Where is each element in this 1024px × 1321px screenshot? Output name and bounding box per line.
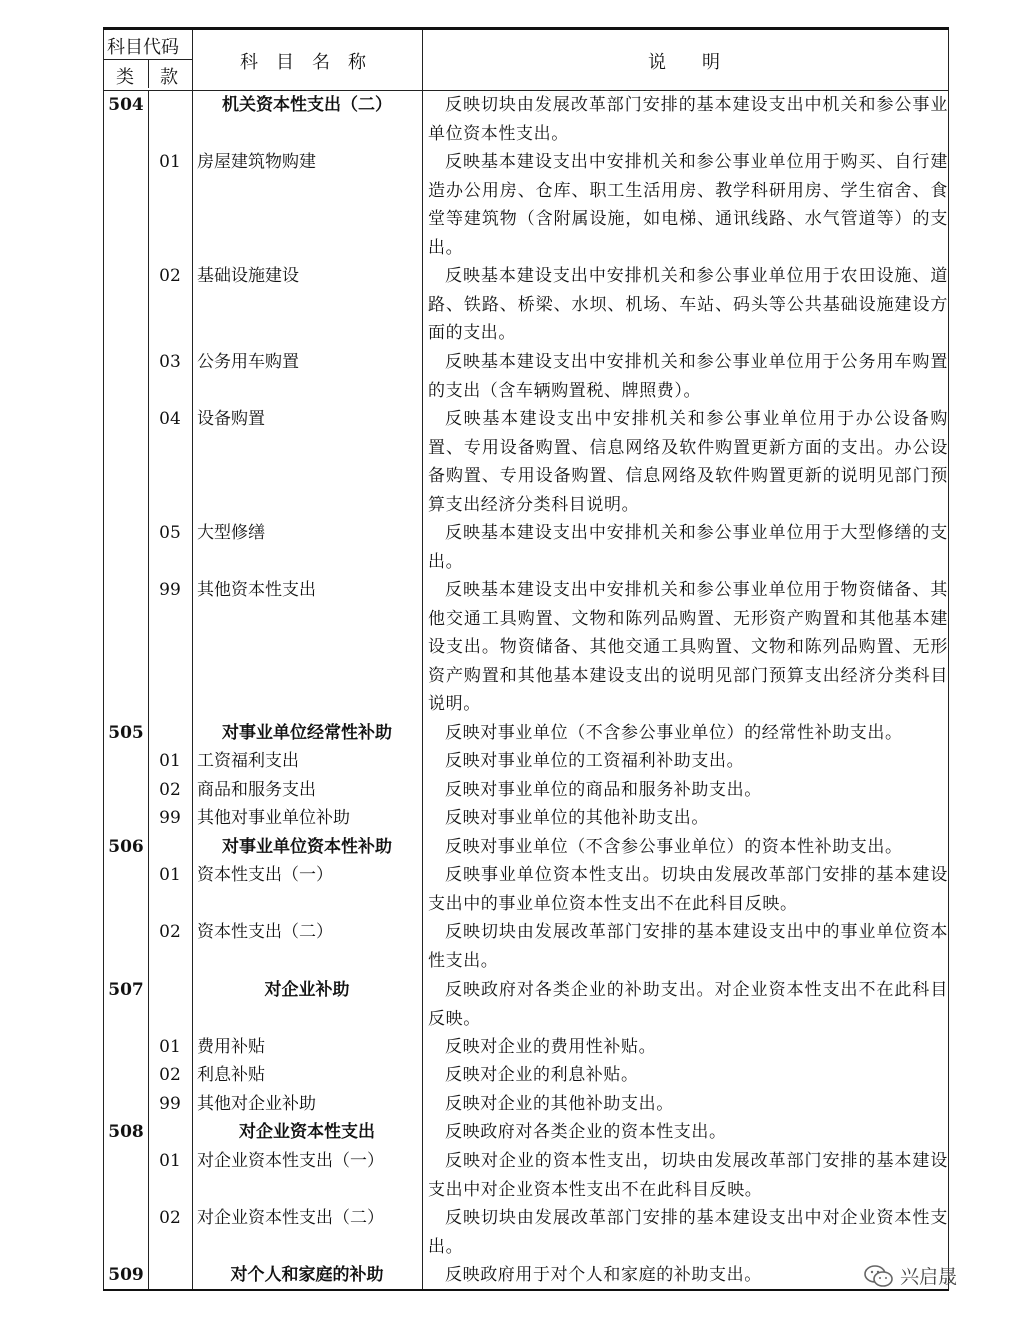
item-code: 99 [159, 808, 181, 828]
subject-description: 反映对企业的利息补贴。 [445, 1065, 639, 1085]
item-code: 04 [159, 409, 181, 429]
table-top-rule [103, 27, 949, 30]
subject-name: 利息补贴 [197, 1065, 265, 1085]
subject-name: 其他资本性支出 [197, 580, 316, 600]
subject-name: 资本性支出（二） [197, 922, 333, 942]
header-name: 科 目 名 称 [240, 52, 366, 73]
item-code: 99 [159, 580, 181, 600]
subject-description: 反映政府用于对个人和家庭的补助支出。 [445, 1265, 762, 1285]
subject-name: 对企业资本性支出（二） [197, 1208, 384, 1228]
header-code: 科目代码 [107, 37, 179, 58]
category-code: 509 [108, 1265, 144, 1285]
subject-description: 反映基本建设支出中安排机关和参公事业单位用于办公设备购置、专用设备购置、信息网络及软件购置更新方面的支出。办公设备购置、专用设备购置、信息网络及软件购置更新的说明见部门预算支出经济分类科目说明。 [428, 409, 948, 515]
subject-description: 反映基本建设支出中安排机关和参公事业单位用于购买、自行建造办公用房、仓库、职工生活用房、教学科研用房、学生宿舍、食堂等建筑物（含附属设施，如电梯、通讯线路、水气管道等）的支出。 [428, 152, 948, 258]
subject-description: 反映对事业单位（不含参公事业单位）的资本性补助支出。 [445, 837, 903, 857]
subject-name: 对事业单位资本性补助 [222, 837, 392, 857]
header-desc: 说 明 [648, 52, 720, 73]
item-code: 02 [159, 1208, 181, 1228]
subject-name: 对企业资本性支出（一） [197, 1151, 384, 1171]
subject-name: 公务用车购置 [197, 352, 299, 372]
header-kuan: 款 [160, 67, 178, 88]
subject-name: 房屋建筑物购建 [197, 152, 316, 172]
code-column-divider [192, 30, 193, 1289]
item-code: 99 [159, 1094, 181, 1114]
category-code: 505 [108, 723, 144, 743]
item-code: 01 [159, 751, 181, 771]
code-header-divider [103, 59, 192, 60]
watermark-text: 兴启晟 [900, 1266, 958, 1288]
lei-kuan-divider [148, 59, 149, 88]
subject-description: 反映切块由发展改革部门安排的基本建设支出中的事业单位资本性支出。 [428, 922, 948, 971]
subject-name: 其他对事业单位补助 [197, 808, 350, 828]
item-code: 02 [159, 922, 181, 942]
subject-name: 费用补贴 [197, 1037, 265, 1057]
item-code: 02 [159, 1065, 181, 1085]
subject-name: 对企业补助 [264, 980, 350, 1000]
subject-description: 反映切块由发展改革部门安排的基本建设支出中对企业资本性支出。 [428, 1208, 948, 1257]
subject-name: 大型修缮 [197, 523, 265, 543]
table-bottom-rule [103, 1289, 949, 1291]
category-code: 507 [108, 980, 144, 1000]
category-code: 508 [108, 1122, 144, 1142]
subject-description: 反映基本建设支出中安排机关和参公事业单位用于大型修缮的支出。 [428, 523, 948, 572]
subject-description: 反映政府对各类企业的资本性支出。 [445, 1122, 727, 1142]
subject-name: 对个人和家庭的补助 [230, 1265, 384, 1285]
header-lei: 类 [116, 67, 134, 88]
subject-name: 对企业资本性支出 [239, 1122, 375, 1142]
table-right-border [948, 30, 949, 1289]
subject-name: 其他对企业补助 [197, 1094, 316, 1114]
category-code: 506 [108, 837, 144, 857]
item-code: 01 [159, 1037, 181, 1057]
subject-description: 反映基本建设支出中安排机关和参公事业单位用于物资储备、其他交通工具购置、文物和陈列品购置、无形资产购置和其他基本建设支出。物资储备、其他交通工具购置、文物和陈列品购置、无形资产购置和其他基本建设支出的说明见部门预算支出经济分类科目说明。 [428, 580, 948, 715]
subject-name: 商品和服务支出 [197, 780, 316, 800]
item-code: 03 [159, 352, 181, 372]
table-left-border [103, 30, 104, 1289]
lei-column-divider [148, 91, 149, 1289]
subject-description: 反映切块由发展改革部门安排的基本建设支出中机关和参公事业单位资本性支出。 [428, 95, 948, 144]
subject-name: 基础设施建设 [197, 266, 299, 286]
item-code: 02 [159, 780, 181, 800]
subject-description: 反映基本建设支出中安排机关和参公事业单位用于公务用车购置的支出（含车辆购置税、牌照费）。 [428, 352, 948, 401]
subject-description: 反映基本建设支出中安排机关和参公事业单位用于农田设施、道路、铁路、桥梁、水坝、机场、车站、码头等公共基础设施建设方面的支出。 [428, 266, 948, 344]
subject-description: 反映对企业的其他补助支出。 [445, 1094, 674, 1114]
subject-name: 对事业单位经常性补助 [222, 723, 392, 743]
watermark [864, 1262, 957, 1289]
item-code: 01 [159, 1151, 181, 1171]
subject-name: 机关资本性支出（二） [222, 95, 392, 115]
category-code: 504 [108, 95, 144, 115]
item-code: 01 [159, 865, 181, 885]
subject-name: 资本性支出（一） [197, 865, 333, 885]
subject-description: 反映对事业单位的商品和服务补助支出。 [445, 780, 762, 800]
item-code: 05 [159, 523, 181, 543]
subject-description: 反映政府对各类企业的补助支出。对企业资本性支出不在此科目反映。 [428, 980, 948, 1029]
subject-description: 反映对企业的资本性支出，切块由发展改革部门安排的基本建设支出中对企业资本性支出不在此科目反映。 [428, 1151, 948, 1200]
name-column-divider [422, 30, 423, 1289]
subject-name: 设备购置 [197, 409, 265, 429]
subject-description: 反映事业单位资本性支出。切块由发展改革部门安排的基本建设支出中的事业单位资本性支出不在此科目反映。 [428, 865, 948, 914]
subject-description: 反映对事业单位的其他补助支出。 [445, 808, 709, 828]
subject-description: 反映对企业的费用性补贴。 [445, 1037, 657, 1057]
wechat-icon [864, 1264, 894, 1288]
item-code: 01 [159, 152, 181, 172]
item-code: 02 [159, 266, 181, 286]
subject-description: 反映对事业单位（不含参公事业单位）的经常性补助支出。 [445, 723, 903, 743]
subject-name: 工资福利支出 [197, 751, 299, 771]
subject-description: 反映对事业单位的工资福利补助支出。 [445, 751, 745, 771]
